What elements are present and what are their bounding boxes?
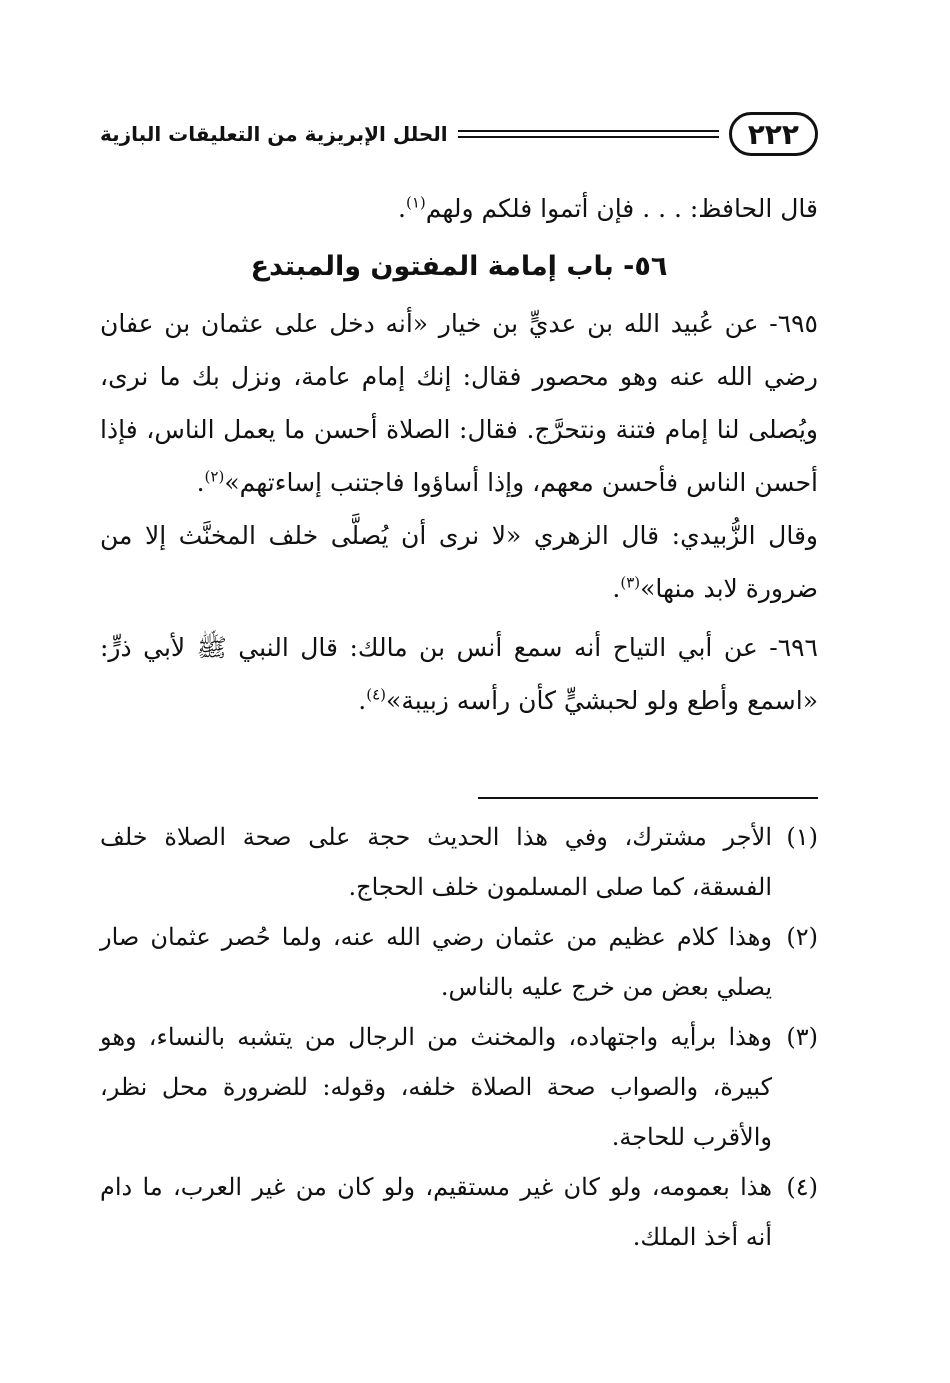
footnotes-section [100, 812, 818, 1262]
footnote [100, 812, 818, 912]
page-number: ٢٢٢ [729, 112, 818, 156]
footnote-text: وهذا برأيه واجتهاده، والمخنث من الرجال من يتشبه بالنساء، وهو كبيرة، والصواب صحة الصلاة خلفه، وقوله: للضرورة محل نظر، والأقرب للحاجة. [100, 1023, 772, 1151]
footnote [100, 1012, 818, 1162]
footnote-separator [478, 797, 818, 799]
running-title: الحلل الإبريزية من التعليقات البازية [100, 122, 448, 146]
footnote-number: (١) [786, 823, 818, 851]
footnote [100, 1162, 818, 1262]
hadith-695: ٦٩٥- عن عُبيد الله بن عديٍّ بن خيار «أنه دخل على عثمان بن عفان رضي الله عنه وهو محصور فقال: إنك إمام عامة، ونزل بك ما نرى، ويُصلى لنا إمام فتنة ونتحرَّج. فقال: الصلاة أحسن ما يعمل الناس، فإذا أحسن الناس فأحسن معهم، وإذا أساؤوا فاجتنب إساءتهم»$^{(٢)}$. [100, 309, 818, 497]
footnote-ref-3: (٣) [620, 573, 641, 592]
page-header [100, 112, 818, 156]
main-text [100, 182, 818, 727]
header-divider [458, 130, 719, 138]
hadith-695-text: ٦٩٥- عن عُبيد الله بن عديٍّ بن خيار «أنه دخل على عثمان بن عفان رضي الله عنه وهو محصور فقال: إنك إمام عامة، ونزل بك ما نرى، ويُصلى لنا إمام فتنة ونتحرَّج. فقال: الصلاة أحسن ما يعمل الناس، فإذا أحسن الناس فأحسن معهم، وإذا أساؤوا فاجتنب إساءتهم» [100, 309, 818, 497]
footnote-ref-1: (١) [405, 193, 426, 212]
hadith-696: ٦٩٦- عن أبي التياح أنه سمع أنس بن مالك: قال النبي ﷺ لأبي ذرٍّ: «اسمع وأطع ولو لحبشيٍّ كأن رأسه زبيبة»$^{(٤)}$. [100, 633, 818, 715]
zubaidi-text: وقال الزُّبيدي: قال الزهري «لا نرى أن يُصلَّى خلف المخنَّث إلا من ضرورة لابد منها» [100, 521, 818, 603]
footnote-text: هذا بعمومه، ولو كان غير مستقيم، ولو كان من غير العرب، ما دام أنه أخذ الملك. [100, 1173, 772, 1251]
hadith-696-text: ٦٩٦- عن أبي التياح أنه سمع أنس بن مالك: قال النبي ﷺ لأبي ذرٍّ: «اسمع وأطع ولو لحبشيٍّ كأن رأسه زبيبة» [100, 633, 818, 715]
footnote-ref-2: (٢) [204, 467, 225, 486]
intro-paragraph: قال الحافظ: . . . فإن أتموا فلكم ولهم$^{(١)}$. [398, 193, 818, 223]
footnote-number: (٣) [786, 1023, 818, 1051]
footnote-text: الأجر مشترك، وفي هذا الحديث حجة على صحة الصلاة خلف الفسقة، كما صلى المسلمون خلف الحجاج. [100, 823, 772, 901]
footnote [100, 912, 818, 1012]
footnote-text: وهذا كلام عظيم من عثمان رضي الله عنه، ولما حُصر عثمان صار يصلي بعض من خرج عليه بالناس. [100, 923, 772, 1001]
chapter-title: ٥٦- باب إمامة المفتون والمبتدع [250, 251, 668, 282]
intro-text: قال الحافظ: . . . فإن أتموا فلكم ولهم [425, 194, 818, 223]
zubaidi-quote: وقال الزُّبيدي: قال الزهري «لا نرى أن يُصلَّى خلف المخنَّث إلا من ضرورة لابد منها»$^{(٣)}$. [100, 521, 818, 603]
footnote-ref-4: (٤) [366, 685, 387, 704]
footnote-number: (٤) [786, 1173, 818, 1201]
footnote-number: (٢) [786, 923, 818, 951]
